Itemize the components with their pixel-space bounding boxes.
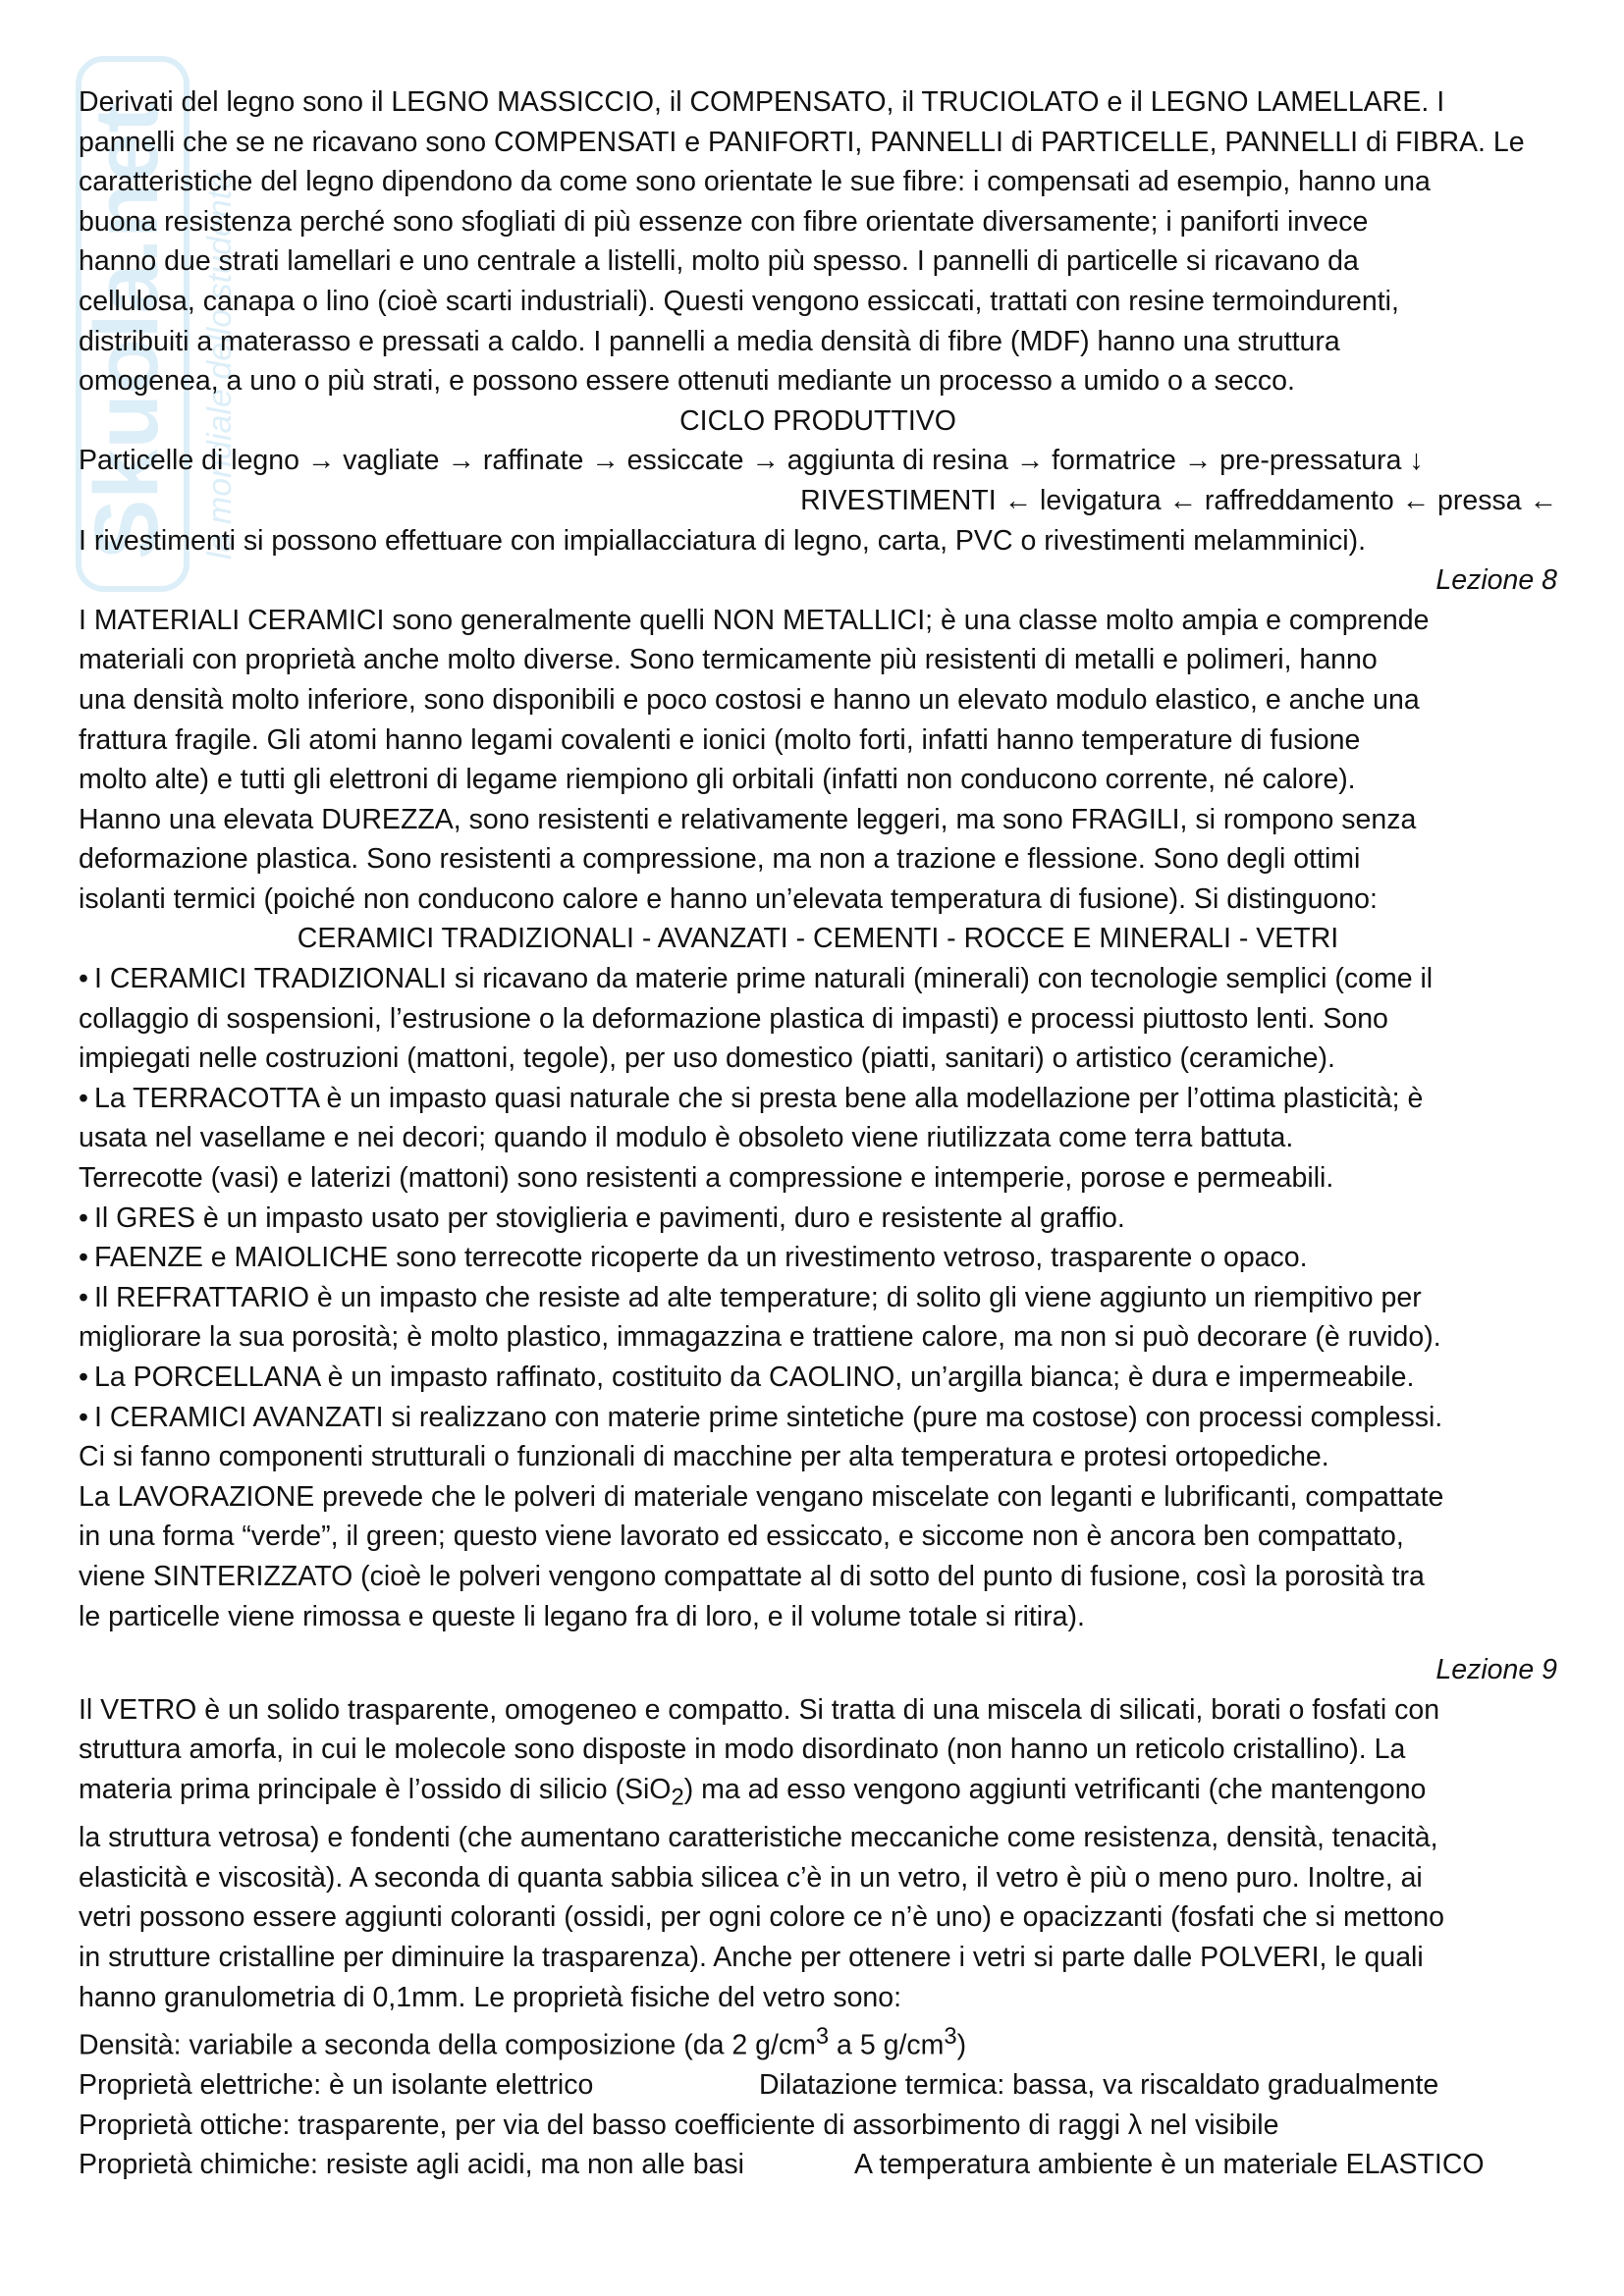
vetro-text: ) ma ad esso vengono aggiunti vetrificanti (che mantengono [683, 1773, 1427, 1805]
ceramici-body-text: Terrecotte (vasi) e laterizi (mattoni) sono resistenti a compressione e intemperie, porose e permeabili. [79, 1162, 1334, 1195]
intro-paragraph [79, 82, 1557, 401]
densita-exponent: 3 [815, 2023, 830, 2051]
proprieta-elettriche: Proprietà elettriche: è un isolante elettrico [79, 2069, 594, 2102]
properties-row-chemical-elastic [79, 2145, 1557, 2185]
ceramici-body-text: La PORCELLANA è un impasto raffinato, costituito da CAOLINO, un’argilla bianca; è dura e impermeabile. [93, 1362, 1415, 1393]
ceramici-categories: CERAMICI TRADIZIONALI - AVANZATI - CEMENTI - ROCCE E MINERALI - VETRI [297, 923, 1339, 955]
densita-text: ) [956, 2029, 967, 2061]
bullet-icon: • [79, 1362, 88, 1393]
bullet-icon: • [79, 1401, 88, 1433]
ceramici-body-text: migliorare la sua porosità; è molto plastico, immagazzina e trattiene calore, ma non si può decorare (è ruvido). [79, 1321, 1441, 1354]
ceramici-body-text: La TERRACOTTA è un impasto quasi naturale che si presta bene alla modellazione per l’ottima plasticità; è [93, 1082, 1424, 1114]
rivestimenti-note: I rivestimenti si possono effettuare con impiallacciatura di legno, carta, PVC o rivestimenti melamminici). [79, 524, 1366, 557]
sio2-subscript: 2 [671, 1784, 684, 1811]
ceramici-body-text: Il REFRATTARIO è un impasto che resiste ad alte temperature; di solito gli viene aggiunto un riempitivo per [93, 1281, 1422, 1313]
ciclo-produttivo-flow-row1: Particelle di legno → vagliate → raffinate → essiccate → aggiunta di resina → formatrice → pre-pressatura ↓ [79, 445, 1424, 477]
ceramici-body-line [79, 1158, 1557, 1199]
vetro-line: Il VETRO è un solido trasparente, omogeneo e compatto. Si tratta di una miscela di silicati, borati o fosfati con [79, 1693, 1440, 1726]
ceramici-body-line [79, 1597, 1557, 1637]
ceramici-body-line [79, 1477, 1557, 1518]
ceramici-body-text: viene SINTERIZZATO (cioè le polveri vengono compattate al di sotto del punto di fusione, così la porosità tra [79, 1560, 1425, 1592]
ceramici-line: isolanti termici (poiché non conducono calore e hanno un’elevata temperatura di fusione). Si distinguono: [79, 882, 1378, 915]
ceramici-bullet-item [79, 1079, 1557, 1119]
ceramici-body-line [79, 1317, 1557, 1358]
vetro-line: la struttura vetrosa) e fondenti (che aumentano caratteristiche meccaniche come resistenza, densità, tenacità, [79, 1822, 1438, 1854]
ceramici-line: molto alte) e tutti gli elettroni di legame riempiono gli orbitali (infatti non conducono corrente, né calore). [79, 764, 1356, 796]
densita-exponent: 3 [944, 2023, 957, 2051]
bullet-icon: • [79, 963, 88, 995]
ceramici-body-line [79, 1437, 1557, 1477]
proprieta-ottiche: Proprietà ottiche: trasparente, per via del basso coefficiente di assorbimento di raggi λ nel visibile [79, 2109, 1279, 2141]
ceramici-body-text: FAENZE e MAIOLICHE sono terrecotte ricoperte da un rivestimento vetroso, trasparente o opaco. [93, 1242, 1308, 1274]
ceramici-line: I MATERIALI CERAMICI sono generalmente quelli NON METALLICI; è una classe molto ampia e comprende [79, 604, 1430, 636]
vetro-line: hanno granulometria di 0,1mm. Le proprietà fisiche del vetro sono: [79, 1981, 902, 2013]
bullet-icon: • [79, 1201, 88, 1234]
intro-line: caratteristiche del legno dipendono da come sono orientate le sue fibre: i compensati ad esempio, hanno una [79, 166, 1431, 198]
bullet-icon: • [79, 1082, 88, 1114]
intro-line: pannelli che se ne ricavano sono COMPENSATI e PANIFORTI, PANNELLI di PARTICELLE, PANNELLI di FIBRA. Le [79, 126, 1525, 158]
svg-text:la mondiale dello studente: la mondiale dello studente [201, 171, 239, 560]
ceramici-body-text: I CERAMICI TRADIZIONALI si ricavano da materie prime naturali (minerali) con tecnologie semplici (come il [93, 963, 1434, 995]
intro-line: buona resistenza perché sono sfogliati di più essenze con fibre orientate diversamente; i paniforti invece [79, 205, 1369, 238]
densita-text: Densità: variabile a seconda della composizione (da 2 g/cm [79, 2029, 816, 2061]
ceramici-body-text: usata nel vasellame e nei decori; quando il modulo è obsoleto viene riutilizzata come terra battuta. [79, 1122, 1294, 1154]
ceramici-bullet-item [79, 1358, 1557, 1398]
vetro-line: struttura amorfa, in cui le molecole sono disposte in modo disordinato (non hanno un reticolo cristallino). La [79, 1734, 1406, 1766]
intro-line: omogenea, a uno o più strati, e possono essere ottenuti mediante un processo a umido o a secco. [79, 365, 1295, 398]
vetro-text: materia prima principale è l’ossido di silicio (SiO [79, 1773, 672, 1805]
lezione-9-heading: Lezione 9 [1435, 1654, 1557, 1686]
ceramici-body-text: Il GRES è un impasto usato per stoviglieria e pavimenti, duro e resistente al graffio. [93, 1201, 1125, 1234]
ceramici-paragraph [79, 601, 1557, 920]
proprieta-chimiche: Proprietà chimiche: resiste agli acidi, ma non alle basi [79, 2149, 744, 2181]
bullet-icon: • [79, 1242, 88, 1274]
dilatazione-termica: Dilatazione termica: bassa, va riscaldato gradualmente [759, 2069, 1439, 2102]
densita-property [79, 2017, 1557, 2065]
ceramici-bullet-item [79, 1199, 1557, 1239]
ceramici-body-text: La LAVORAZIONE prevede che le polveri di materiale vengano miscelate con leganti e lubrificanti, compattate [79, 1480, 1444, 1513]
svg-text:Skuola.net: Skuola.net [77, 102, 177, 560]
ceramici-line: una densità molto inferiore, sono disponibili e poco costosi e hanno un elevato modulo elastico, e anche una [79, 683, 1420, 716]
ceramici-bullet-item [79, 1238, 1557, 1278]
ceramici-body-line [79, 1557, 1557, 1597]
ceramici-bullet-item [79, 1398, 1557, 1438]
intro-line: distribuiti a materasso e pressati a caldo. I pannelli a media densità di fibre (MDF) hanno una struttura [79, 325, 1340, 357]
bullet-icon: • [79, 1281, 88, 1313]
ceramici-bullet-item [79, 959, 1557, 999]
ceramici-line: deformazione plastica. Sono resistenti a compressione, ma non a trazione e flessione. Sono degli ottimi [79, 843, 1361, 876]
vetro-paragraph [79, 1690, 1557, 2017]
ceramici-body-text: impiegati nelle costruzioni (mattoni, tegole), per uso domestico (piatti, sanitari) o artistico (ceramiche). [79, 1042, 1335, 1075]
intro-line: cellulosa, canapa o lino (cioè scarti industriali). Questi vengono essiccati, trattati con resine termoindurenti, [79, 285, 1399, 317]
elastico-note: A temperatura ambiente è un materiale ELASTICO [854, 2149, 1485, 2181]
ceramici-body-text: Ci si fanno componenti strutturali o funzionali di macchine per alta temperatura e protesi ortopediche. [79, 1441, 1329, 1473]
ceramici-body-line [79, 999, 1557, 1040]
ceramici-bullet-item [79, 1278, 1557, 1318]
intro-line: hanno due strati lamellari e uno centrale a listelli, molto più spesso. I pannelli di particelle si ricavano da [79, 245, 1359, 278]
ceramici-line: frattura fragile. Gli atomi hanno legami covalenti e ionici (molto forti, infatti hanno temperature di fusione [79, 723, 1361, 756]
ceramici-types-list [79, 959, 1557, 1636]
vetro-line: elasticità e viscosità). A seconda di quanta sabbia silicea c’è in un vetro, il vetro è più o meno puro. Inoltre, ai [79, 1861, 1423, 1894]
properties-row-electrical-thermal [79, 2065, 1557, 2106]
lezione-8-heading: Lezione 8 [1435, 564, 1557, 597]
ceramici-body-line [79, 1118, 1557, 1158]
vetro-line [79, 1770, 1557, 1818]
ceramici-body-text: le particelle viene rimossa e queste li legano fra di loro, e il volume totale si ritira). [79, 1600, 1085, 1632]
document-page [79, 82, 1557, 2185]
vetro-line: vetri possono essere aggiunti coloranti (ossidi, per ogni colore ce n’è uno) e opacizzanti (fosfati che si mettono [79, 1901, 1444, 1934]
densita-text: a 5 g/cm [829, 2029, 945, 2061]
ceramici-body-line [79, 1517, 1557, 1557]
ciclo-produttivo-title: CICLO PRODUTTIVO [679, 404, 956, 437]
ciclo-produttivo-flow-row2: RIVESTIMENTI ← levigatura ← raffreddamento ← pressa ← [800, 484, 1557, 516]
ceramici-body-text: collaggio di sospensioni, l’estrusione o la deformazione plastica di impasti) e processi piuttosto lenti. Sono [79, 1002, 1388, 1035]
ceramici-line: Hanno una elevata DUREZZA, sono resistenti e relativamente leggeri, ma sono FRAGILI, si rompono senza [79, 803, 1417, 835]
ceramici-line: materiali con proprietà anche molto diverse. Sono termicamente più resistenti di metalli e polimeri, hanno [79, 644, 1378, 676]
ceramici-body-line [79, 1039, 1557, 1079]
ceramici-body-text: I CERAMICI AVANZATI si realizzano con materie prime sintetiche (pure ma costose) con processi complessi. [93, 1401, 1443, 1433]
vetro-line: in strutture cristalline per diminuire la trasparenza). Anche per ottenere i vetri si parte dalle POLVERI, le quali [79, 1942, 1424, 1973]
ceramici-body-text: in una forma “verde”, il green; questo viene lavorato ed essiccato, e siccome non è ancora ben compattato, [79, 1521, 1404, 1553]
intro-line: Derivati del legno sono il LEGNO MASSICCIO, il COMPENSATO, il TRUCIOLATO e il LEGNO LAMELLARE. I [79, 86, 1445, 118]
